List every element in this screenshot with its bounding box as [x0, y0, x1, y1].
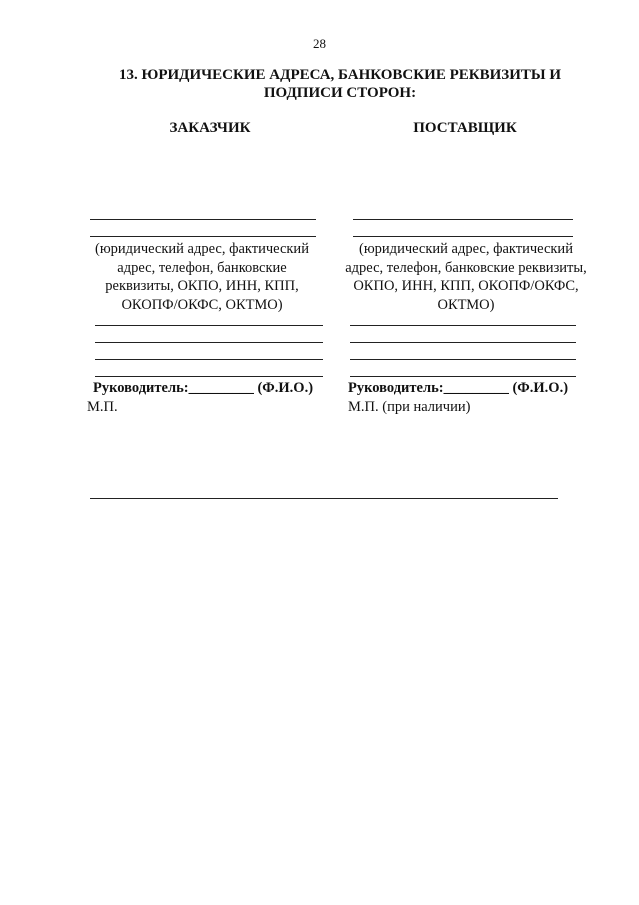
section-title: [100, 66, 580, 102]
supplier-blank-line: [350, 359, 576, 360]
customer-signature-line: Руководитель:_________ (Ф.И.О.): [93, 380, 314, 396]
customer-requisites: [82, 240, 322, 314]
supplier-requisites-line: (юридический адрес, фактический: [359, 241, 573, 257]
customer-blank-line: [90, 219, 316, 220]
section-title-line-2: ПОДПИСИ СТОРОН:: [263, 85, 417, 101]
supplier-signature-line: Руководитель:_________ (Ф.И.О.): [348, 380, 569, 396]
customer-blank-line: [95, 359, 323, 360]
customer-requisites-line: (юридический адрес, фактический: [95, 241, 309, 257]
customer-blank-line: [95, 325, 323, 326]
customer-blank-line: [95, 376, 323, 377]
customer-stamp-label: М.П.: [87, 399, 118, 415]
supplier-blank-line: [353, 236, 573, 237]
supplier-heading: ПОСТАВЩИК: [413, 120, 517, 136]
supplier-requisites-line: ОКПО, ИНН, КПП, ОКОПФ/ОКФС,: [353, 278, 579, 294]
supplier-requisites-line: ОКТМО): [437, 296, 495, 313]
page-number: 28: [313, 36, 326, 51]
supplier-blank-line: [350, 376, 576, 377]
customer-blank-line: [95, 342, 323, 343]
supplier-blank-line: [353, 219, 573, 220]
customer-requisites-line: ОКОПФ/ОКФС, ОКТМО): [121, 296, 283, 313]
customer-heading: ЗАКАЗЧИК: [169, 120, 251, 136]
supplier-blank-line: [350, 325, 576, 326]
customer-requisites-line: адрес, телефон, банковские: [117, 259, 287, 276]
customer-requisites-line: реквизиты, ОКПО, ИНН, КПП,: [105, 278, 299, 294]
supplier-blank-line: [350, 342, 576, 343]
supplier-requisites-line: адрес, телефон, банковские реквизиты,: [345, 259, 587, 276]
customer-blank-line: [90, 236, 316, 237]
supplier-requisites: [335, 240, 597, 314]
supplier-stamp-label: М.П. (при наличии): [348, 399, 471, 415]
bottom-separator-line: [90, 498, 558, 499]
section-title-line-1: 13. ЮРИДИЧЕСКИЕ АДРЕСА, БАНКОВСКИЕ РЕКВИЗИТЫ И: [118, 67, 562, 83]
